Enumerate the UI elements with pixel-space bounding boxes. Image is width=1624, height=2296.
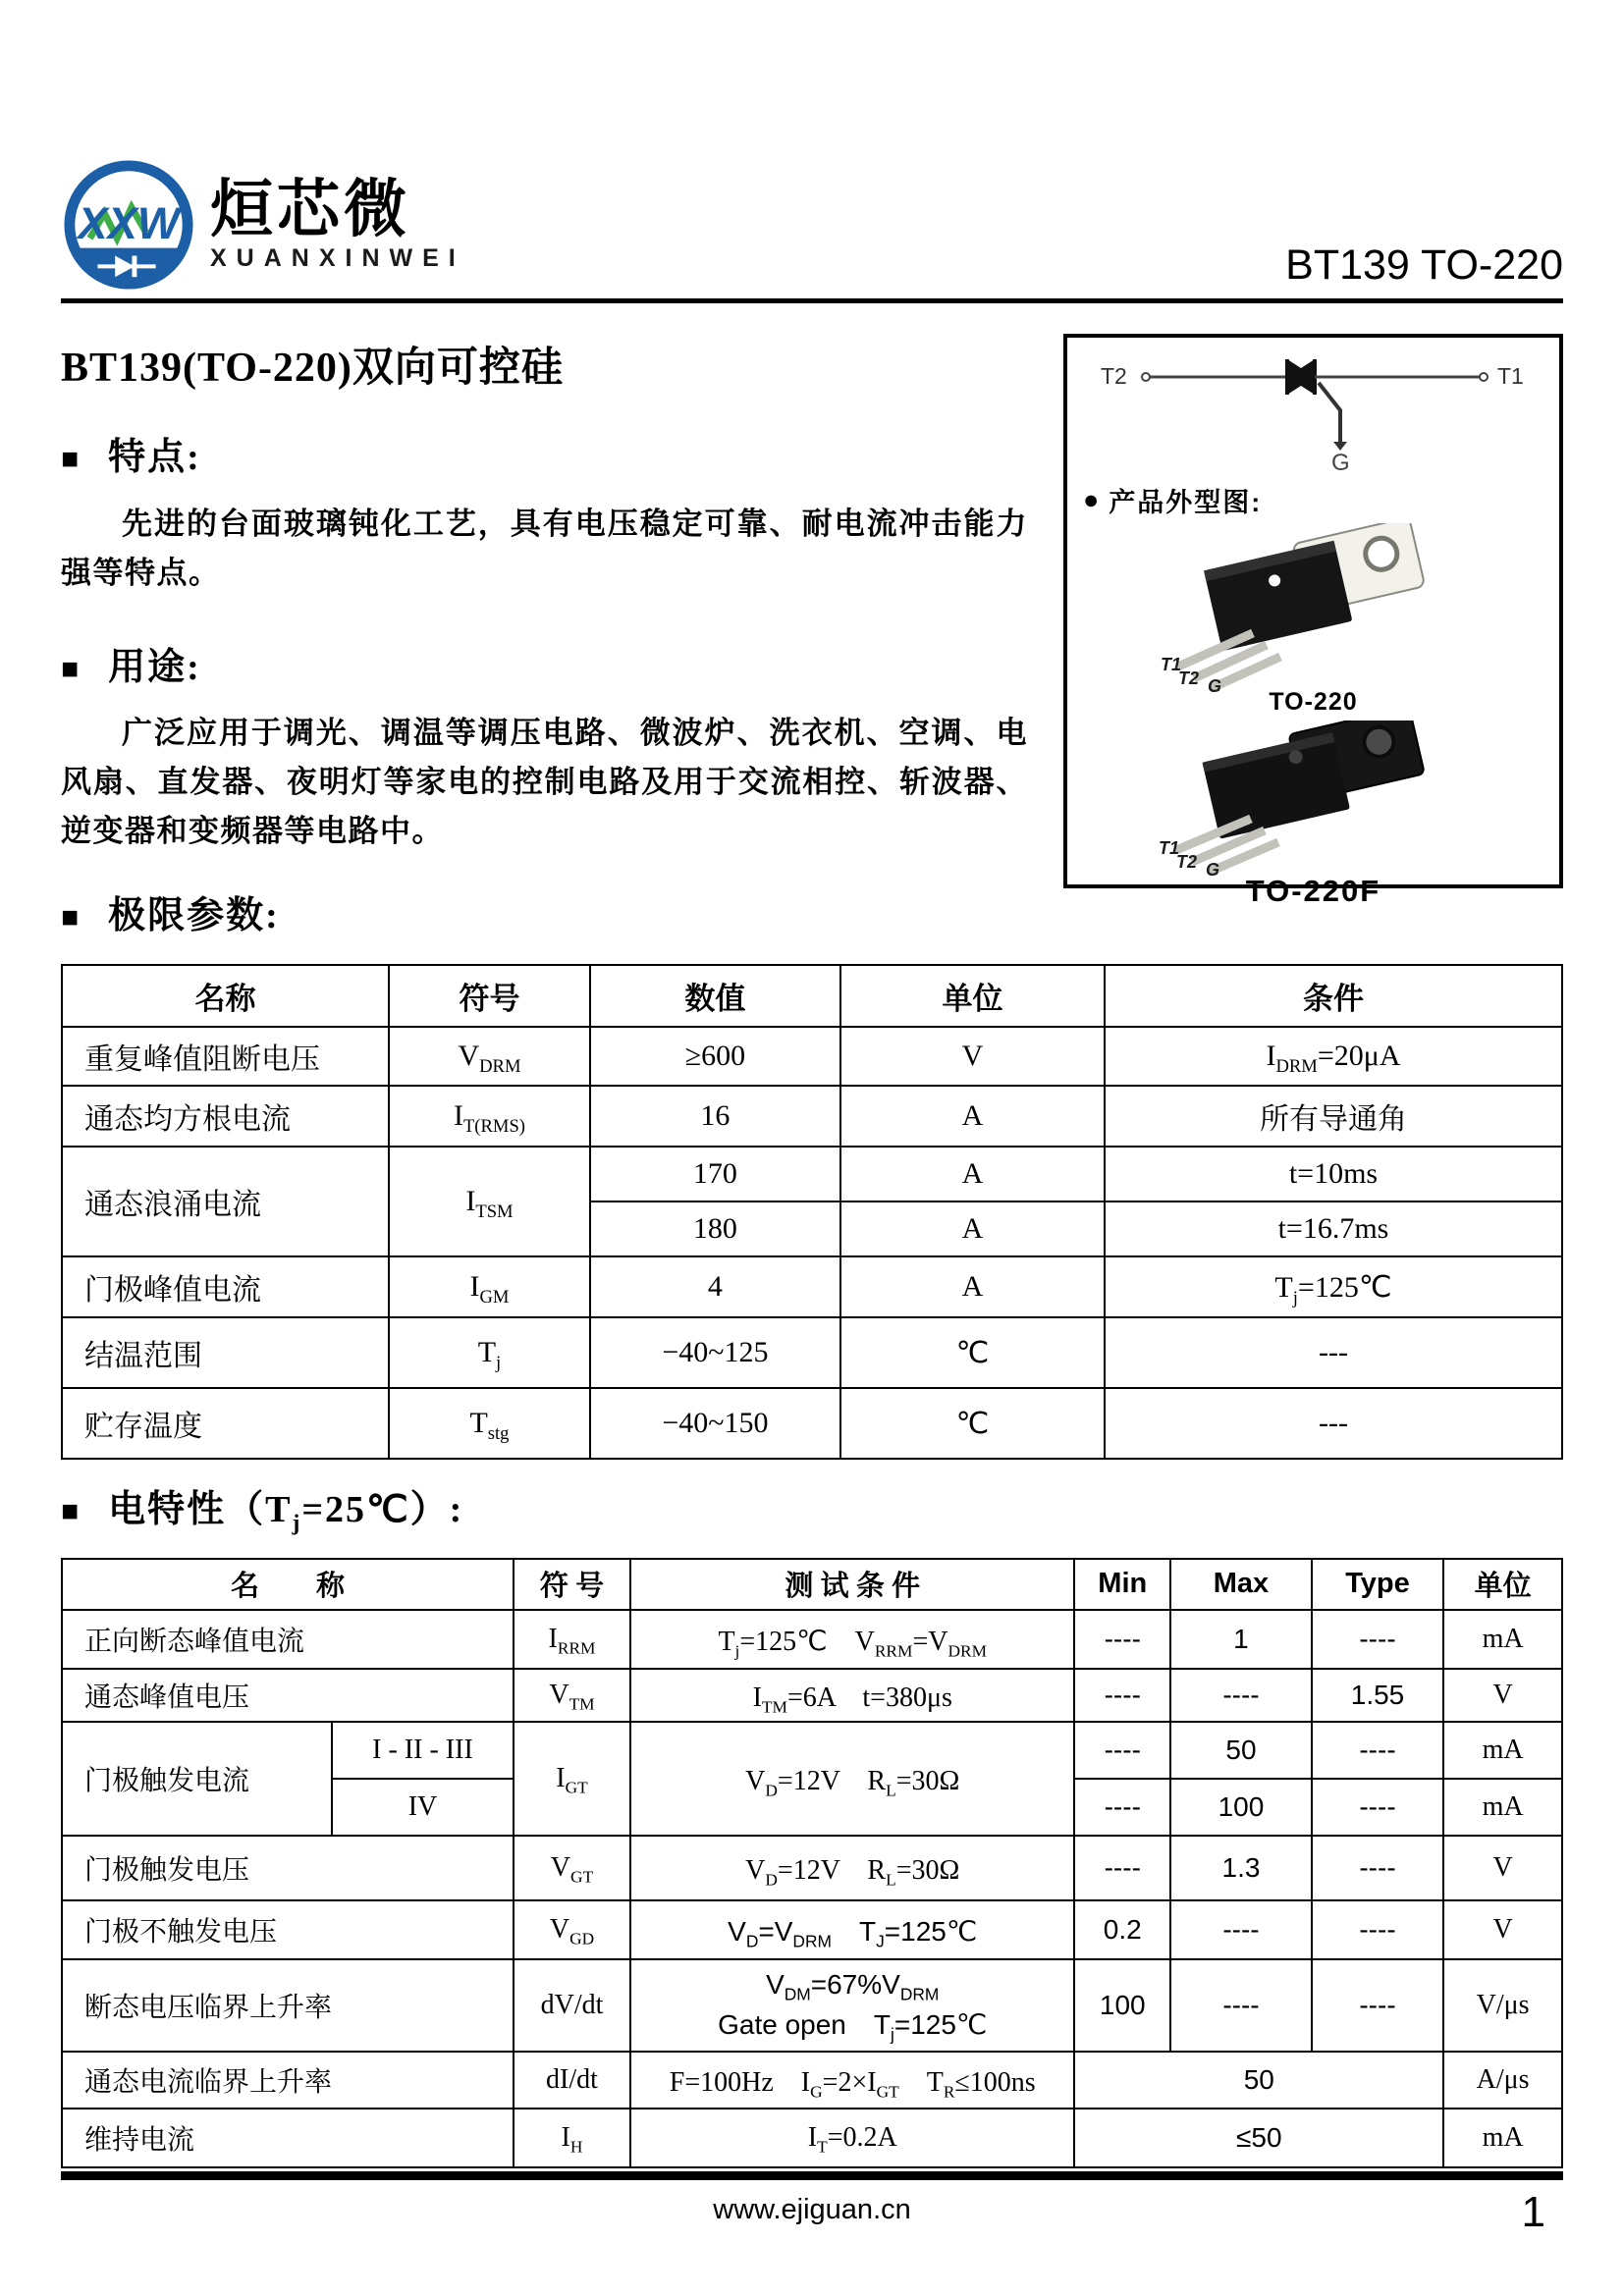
cell-symbol: $T_j$	[389, 1317, 590, 1388]
condition-line: Gate open $T_j=125℃$	[718, 2008, 988, 2045]
cell-type: ----	[1312, 1610, 1443, 1669]
to220-pin1-label: T1	[1160, 655, 1181, 674]
table-row	[62, 1610, 1562, 1669]
cell-type: ----	[1312, 1779, 1443, 1836]
col-header: 条件	[1105, 965, 1562, 1027]
cell-symbol: $T_{stg}$	[389, 1388, 590, 1459]
cell-condition: $I_{DRM}=20\mu A$	[1105, 1027, 1562, 1086]
cell-symbol: $I_{RRM}$	[514, 1610, 630, 1669]
cell-condition: ---	[1105, 1388, 1562, 1459]
cell-name: 门极触发电流	[62, 1722, 332, 1836]
cell-condition	[630, 1959, 1074, 2052]
cell-name: 维持电流	[62, 2109, 514, 2167]
brand-names	[210, 173, 465, 273]
cell-unit: A	[840, 1256, 1105, 1317]
to220f-label: TO-220F	[1245, 874, 1381, 908]
section-bullet-icon: ■	[61, 1494, 80, 1527]
col-header: Type	[1312, 1559, 1443, 1610]
cell-type: ----	[1312, 1722, 1443, 1779]
cell-unit: ℃	[840, 1317, 1105, 1388]
cell-quadrant: I - II - III	[332, 1722, 514, 1779]
cell-condition: $I_T=0.2A$	[630, 2109, 1074, 2167]
section-bullet-icon: ■	[61, 652, 80, 685]
cell-type: ----	[1312, 1959, 1443, 2052]
product-outline-box	[1063, 334, 1563, 908]
cell-condition: ---	[1105, 1317, 1562, 1388]
table-row	[62, 1669, 1562, 1722]
electrical-characteristics-table	[61, 1558, 1563, 2168]
cell-max: ----	[1170, 1900, 1312, 1959]
cell-name: 断态电压临界上升率	[62, 1959, 514, 2052]
section-title: 电特性$(T_j=25℃)$:	[108, 1489, 464, 1536]
brand-logo-icon	[61, 157, 196, 293]
col-header: 符号	[389, 965, 590, 1027]
cell-name: 贮存温度	[62, 1388, 389, 1459]
cell-value: ≥600	[590, 1027, 840, 1086]
table-row	[62, 1836, 1562, 1900]
cell-max: 100	[1170, 1779, 1312, 1836]
cell-symbol: $V_{TM}$	[514, 1669, 630, 1722]
page-title: BT139(TO-220)双向可控硅	[61, 346, 564, 391]
section-title: 极限参数:	[108, 895, 280, 937]
table-row	[62, 1959, 1562, 2052]
cell-type: 1.55	[1312, 1669, 1443, 1722]
cell-unit: V/μs	[1443, 1959, 1562, 2052]
cell-unit: mA	[1443, 1722, 1562, 1779]
table-row	[62, 2109, 1562, 2167]
cell-name: 通态电流临界上升率	[62, 2052, 514, 2109]
table-row	[62, 1900, 1562, 1959]
cell-unit: A/μs	[1443, 2052, 1562, 2109]
table-header-row	[62, 1559, 1562, 1610]
col-header: 单位	[1443, 1559, 1562, 1610]
section-title: 特点:	[108, 437, 201, 478]
cell-unit: mA	[1443, 1779, 1562, 1836]
table-row	[62, 1086, 1562, 1147]
cell-min: 100	[1074, 1959, 1170, 2052]
page-number: 1	[1521, 2188, 1545, 2236]
cell-value: −40~125	[590, 1317, 840, 1388]
caption-text: 产品外型图:	[1109, 488, 1263, 517]
table-row	[62, 2052, 1562, 2109]
triac-schematic-icon	[1083, 351, 1544, 471]
cell-condition: $V_D=V_{DRM}$ $T_J=125℃$	[630, 1900, 1074, 1959]
section-bullet-icon: ■	[61, 442, 80, 475]
cell-unit: mA	[1443, 2109, 1562, 2167]
cell-condition: $V_D=12V$ $R_L=30\Omega$	[630, 1722, 1074, 1836]
page-header	[61, 157, 1563, 293]
cell-condition: t=16.7ms	[1105, 1201, 1562, 1256]
logo-text: XXW	[78, 197, 180, 248]
outline-caption	[1067, 481, 1559, 519]
cell-unit: A	[840, 1201, 1105, 1256]
cell-condition: $T_j=125℃$ $V_{RRM}=V_{DRM}$	[630, 1610, 1074, 1669]
maximum-ratings-table	[61, 964, 1563, 1460]
cell-name: 门极触发电压	[62, 1836, 514, 1900]
col-header: Max	[1170, 1559, 1312, 1610]
cell-value-merged: ≤50	[1074, 2109, 1443, 2167]
cell-symbol: $I_{GM}$	[389, 1256, 590, 1317]
to220-pin3-label: G	[1207, 676, 1221, 692]
col-header: 符 号	[514, 1559, 630, 1610]
cell-value: 180	[590, 1201, 840, 1256]
to220-label: TO-220	[1269, 688, 1358, 716]
section-heading-electrical	[61, 1489, 1563, 1536]
to220-pin2-label: T2	[1177, 668, 1199, 688]
cell-unit: V	[1443, 1900, 1562, 1959]
to220f-pin2-label: T2	[1175, 852, 1197, 872]
document-part-number: BT139 TO-220	[1285, 241, 1563, 289]
applications-paragraph: 广泛应用于调光、调温等调压电路、微波炉、洗衣机、空调、电风扇、直发器、夜明灯等家电的控制电路及用于交流相控、斩波器、逆变器和变频器等电路中。	[61, 716, 1028, 849]
table-row	[62, 1147, 1562, 1201]
col-header: 名 称	[62, 1559, 514, 1610]
cell-symbol: $I_{T(RMS)}$	[389, 1086, 590, 1147]
col-header: 单位	[840, 965, 1105, 1027]
cell-min: ----	[1074, 1779, 1170, 1836]
cell-unit: V	[1443, 1669, 1562, 1722]
schematic-t2-label: T2	[1100, 363, 1127, 389]
cell-name: 门极峰值电流	[62, 1256, 389, 1317]
cell-symbol: $V_{GD}$	[514, 1900, 630, 1959]
cell-condition: $T_j=125℃$	[1105, 1256, 1562, 1317]
cell-symbol: dV/dt	[514, 1959, 630, 2052]
footer-url: www.ejiguan.cn	[713, 2194, 911, 2225]
cell-max: ----	[1170, 1959, 1312, 2052]
condition-line: $V_{DM}=67\%V_{DRM}$	[766, 1969, 940, 2004]
cell-max: 1	[1170, 1610, 1312, 1669]
cell-condition: F=100Hz $I_G=2\times I_{GT}$ $T_R\le 100ns$	[630, 2052, 1074, 2109]
cell-unit: A	[840, 1147, 1105, 1201]
cell-min: 0.2	[1074, 1900, 1170, 1959]
cell-value: 16	[590, 1086, 840, 1147]
cell-value: 170	[590, 1147, 840, 1201]
table-row	[62, 1388, 1562, 1459]
cell-symbol: dI/dt	[514, 2052, 630, 2109]
cell-unit: A	[840, 1086, 1105, 1147]
cell-condition: $I_{TM}=6A$ t=380μs	[630, 1669, 1074, 1722]
section-bullet-icon: ■	[61, 901, 80, 934]
table-row	[62, 1027, 1562, 1086]
cell-name: 正向断态峰值电流	[62, 1610, 514, 1669]
cell-name: 通态峰值电压	[62, 1669, 514, 1722]
cell-max: 1.3	[1170, 1836, 1312, 1900]
brand-name-cn: 烜芯微	[210, 173, 410, 244]
cell-name: 结温范围	[62, 1317, 389, 1388]
col-header: 测 试 条 件	[630, 1559, 1074, 1610]
cell-min: ----	[1074, 1836, 1170, 1900]
cell-min: ----	[1074, 1722, 1170, 1779]
cell-symbol: $V_{DRM}$	[389, 1027, 590, 1086]
cell-symbol: $I_{GT}$	[514, 1722, 630, 1836]
cell-name: 门极不触发电压	[62, 1900, 514, 1959]
to220f-pin3-label: G	[1205, 860, 1219, 876]
col-header: 数值	[590, 965, 840, 1027]
cell-condition: 所有导通角	[1105, 1086, 1562, 1147]
cell-max: ----	[1170, 1669, 1312, 1722]
page-footer	[61, 2171, 1563, 2253]
cell-unit: V	[840, 1027, 1105, 1086]
caption-bullet-icon: ●	[1083, 485, 1102, 514]
table-row	[62, 1722, 1562, 1779]
cell-condition: t=10ms	[1105, 1147, 1562, 1201]
cell-quadrant: IV	[332, 1779, 514, 1836]
col-header: Min	[1074, 1559, 1170, 1610]
section-title: 用途:	[108, 646, 201, 688]
cell-name: 通态均方根电流	[62, 1086, 389, 1147]
to220f-pin1-label: T1	[1158, 838, 1179, 858]
col-header: 名称	[62, 965, 389, 1027]
cell-name: 重复峰值阻断电压	[62, 1027, 389, 1086]
cell-min: ----	[1074, 1669, 1170, 1722]
schematic-gate-label: G	[1330, 450, 1350, 471]
cell-unit: ℃	[840, 1388, 1105, 1459]
cell-type: ----	[1312, 1900, 1443, 1959]
cell-unit: mA	[1443, 1610, 1562, 1669]
to220-package-icon	[1157, 523, 1471, 692]
cell-value: −40~150	[590, 1388, 840, 1459]
table-header-row	[62, 965, 1562, 1027]
to220f-package-icon	[1157, 721, 1471, 876]
table-row	[62, 1256, 1562, 1317]
cell-unit: V	[1443, 1836, 1562, 1900]
cell-name: 通态浪涌电流	[62, 1147, 389, 1256]
cell-symbol: $V_{GT}$	[514, 1836, 630, 1900]
schematic-t1-label: T1	[1496, 363, 1524, 389]
brand-name-en: XUANXINWEI	[210, 244, 465, 273]
features-paragraph: 先进的台面玻璃钝化工艺，具有电压稳定可靠、耐电流冲击能力强等特点。	[61, 506, 1028, 590]
cell-condition: $V_D=12V$ $R_L=30\Omega$	[630, 1836, 1074, 1900]
brand-block	[61, 157, 465, 293]
cell-min: ----	[1074, 1610, 1170, 1669]
cell-symbol: $I_H$	[514, 2109, 630, 2167]
table-row	[62, 1317, 1562, 1388]
cell-symbol: $I_{TSM}$	[389, 1147, 590, 1256]
cell-value-merged: 50	[1074, 2052, 1443, 2109]
cell-type: ----	[1312, 1836, 1443, 1900]
header-divider	[61, 298, 1563, 303]
cell-value: 4	[590, 1256, 840, 1317]
cell-max: 50	[1170, 1722, 1312, 1779]
